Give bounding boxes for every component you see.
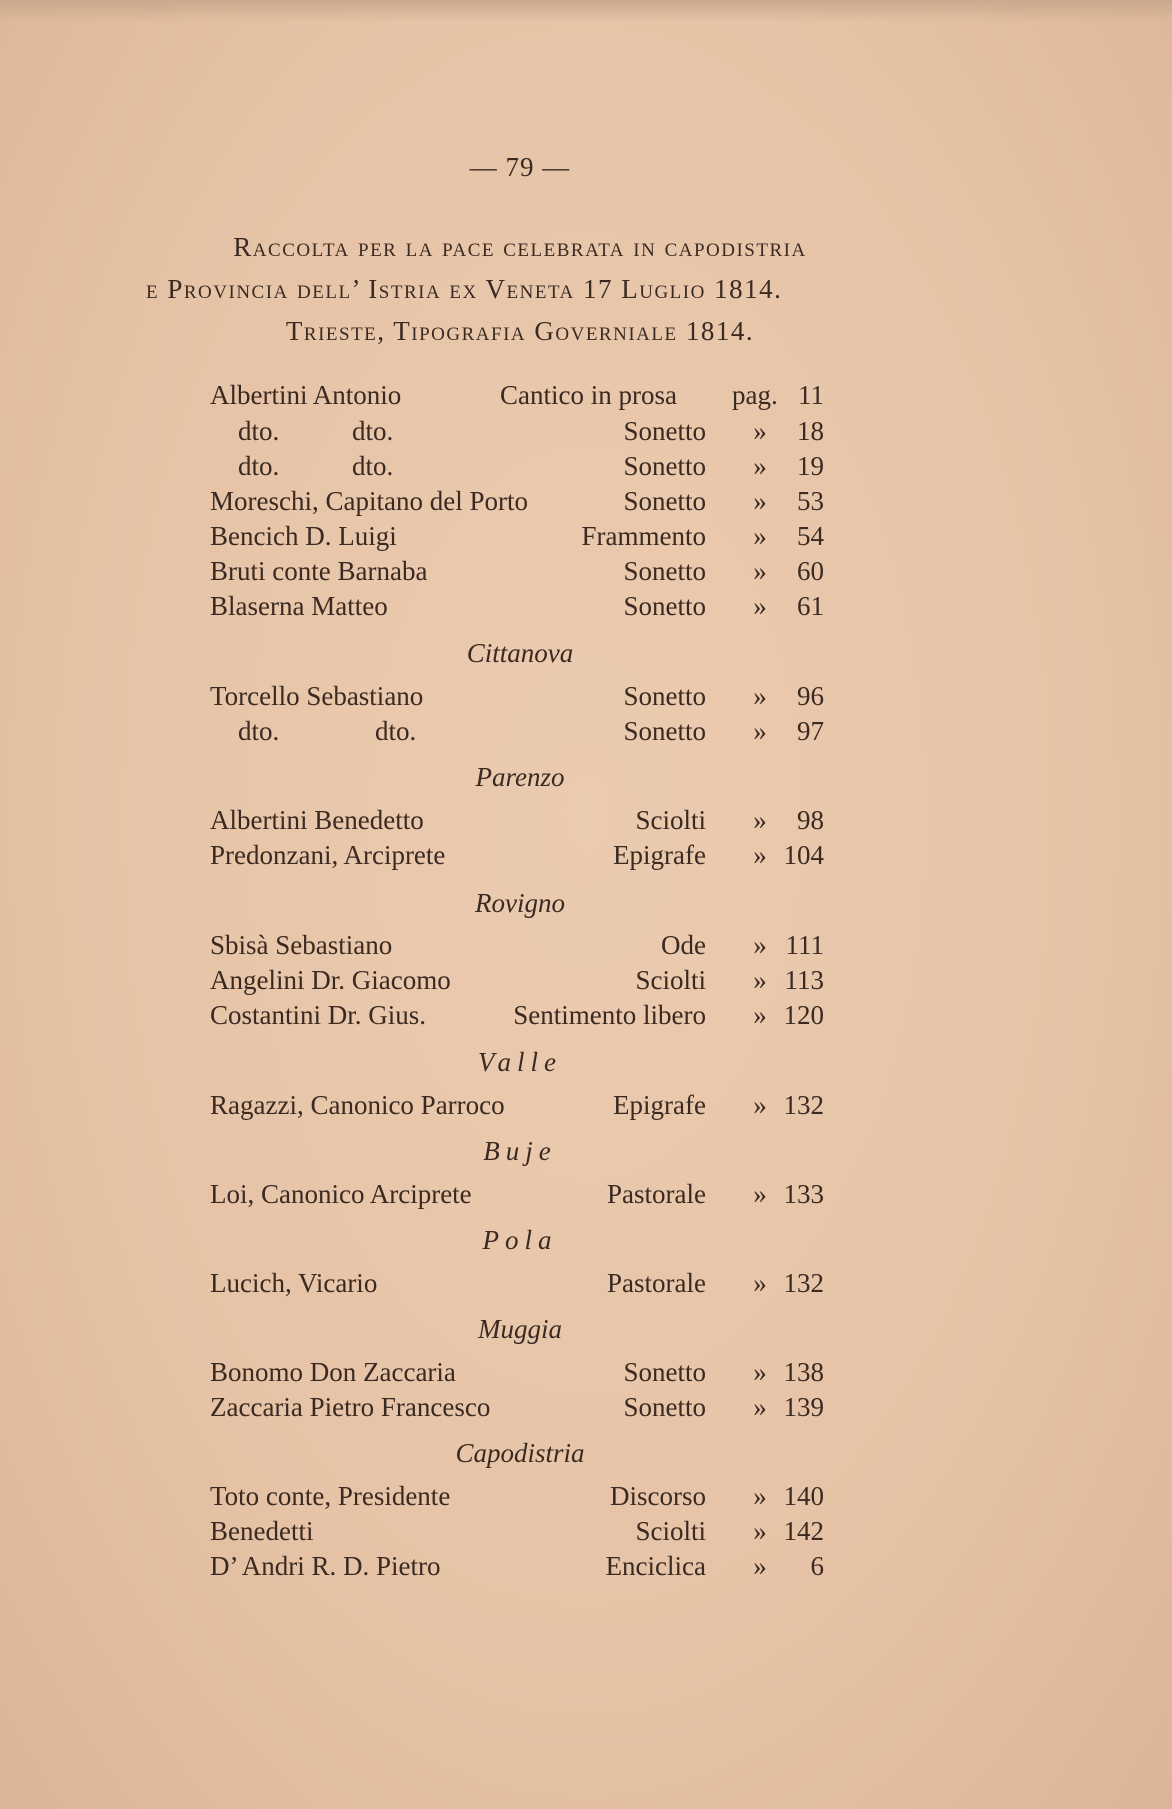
author-name: Blaserna Matteo xyxy=(210,591,388,621)
work-title: Sonetto xyxy=(623,716,706,746)
index-row xyxy=(0,380,1172,414)
section-title-buje: Buje xyxy=(483,1136,557,1166)
work-title: Sonetto xyxy=(623,1357,706,1387)
index-row xyxy=(0,965,1172,999)
author-name: Bonomo Don Zaccaria xyxy=(210,1357,456,1387)
ditto-mark: » xyxy=(753,416,767,446)
page-ref: 142 xyxy=(783,1516,824,1546)
ditto-mark: » xyxy=(753,591,767,621)
work-title: Sonetto xyxy=(623,556,706,586)
ditto-mark: » xyxy=(753,1090,767,1120)
ditto-mark: » xyxy=(753,1179,767,1209)
index-row xyxy=(0,1551,1172,1585)
page-ref: 19 xyxy=(797,451,824,481)
author-name: Toto conte, Presidente xyxy=(210,1481,451,1511)
page-ref: 132 xyxy=(783,1090,824,1120)
index-row xyxy=(0,486,1172,520)
author-name: Costantini Dr. Gius. xyxy=(210,1000,427,1030)
ditto-mark: » xyxy=(753,521,767,551)
ditto-mark: » xyxy=(753,965,767,995)
section-title-muggia: Muggia xyxy=(478,1314,562,1344)
section-title-valle: Valle xyxy=(478,1047,562,1077)
ditto-mark: » xyxy=(753,451,767,481)
page-ref: 6 xyxy=(810,1551,824,1581)
author-name: Sbisà Sebastiano xyxy=(210,930,393,960)
work-title: Sonetto xyxy=(623,591,706,621)
author-name: Zaccaria Pietro Francesco xyxy=(210,1392,491,1422)
ditto-mark: » xyxy=(753,716,767,746)
author-name: Angelini Dr. Giacomo xyxy=(210,965,451,995)
ditto-mark: » xyxy=(753,1357,767,1387)
work-title: Sciolti xyxy=(635,965,706,995)
index-row xyxy=(0,591,1172,625)
heading-line-2: e Provincia dell’ Istria ex Veneta 17 Luglio 1814. xyxy=(146,274,783,304)
work-title: Pastorale xyxy=(607,1268,706,1298)
index-row xyxy=(0,805,1172,839)
author-name: Moreschi, Capitano del Porto xyxy=(210,486,528,516)
author-name: dto. xyxy=(238,451,280,481)
page-ref: 133 xyxy=(783,1179,824,1209)
section-title-parenzo: Parenzo xyxy=(475,762,565,792)
index-row xyxy=(0,521,1172,555)
ditto-mark: » xyxy=(753,556,767,586)
index-row xyxy=(0,451,1172,485)
section-title-cittanova: Cittanova xyxy=(466,638,574,668)
page-ref: 97 xyxy=(797,716,824,746)
ditto-mark: » xyxy=(753,486,767,516)
index-row xyxy=(0,1000,1172,1034)
work-title: Pastorale xyxy=(607,1179,706,1209)
author-name: D’ Andri R. D. Pietro xyxy=(210,1551,441,1581)
author-name: Predonzani, Arciprete xyxy=(210,840,446,870)
page-ref: 53 xyxy=(797,486,824,516)
heading-line-3: Trieste, Tipografia Governiale 1814. xyxy=(285,316,755,346)
page-ref: 61 xyxy=(797,591,824,621)
ditto-mark: » xyxy=(753,1268,767,1298)
page-abbrev: pag. xyxy=(732,380,778,410)
section-title-pola: Pola xyxy=(482,1225,558,1255)
work-title: Discorso xyxy=(610,1481,706,1511)
ditto-mark: » xyxy=(753,840,767,870)
index-row xyxy=(0,1268,1172,1302)
author-name: Benedetti xyxy=(210,1516,314,1546)
page-ref: 111 xyxy=(785,930,824,960)
page-ref: 138 xyxy=(783,1357,824,1387)
author-name: Bencich D. Luigi xyxy=(210,521,397,551)
work-title: Sciolti xyxy=(635,805,706,835)
index-row xyxy=(0,1392,1172,1426)
work-title: Sonetto xyxy=(623,486,706,516)
index-row xyxy=(0,840,1172,874)
author-name: Ragazzi, Canonico Parroco xyxy=(210,1090,505,1120)
work-title: Cantico in prosa xyxy=(500,380,677,410)
page-ref: 18 xyxy=(797,416,824,446)
section-title-rovigno: Rovigno xyxy=(475,888,565,918)
page-ref: 139 xyxy=(783,1392,824,1422)
work-title: Epigrafe xyxy=(613,840,706,870)
work-title: Enciclica xyxy=(605,1551,706,1581)
author-name: dto. xyxy=(238,716,280,746)
page-edge-shadow xyxy=(0,0,1172,22)
page-ref: 11 xyxy=(798,380,824,410)
index-row xyxy=(0,716,1172,750)
ditto-mark: » xyxy=(753,805,767,835)
author-name-ditto: dto. xyxy=(375,716,417,746)
author-name-ditto: dto. xyxy=(352,451,394,481)
page-ref: 140 xyxy=(783,1481,824,1511)
page-ref: 104 xyxy=(783,840,824,870)
ditto-mark: » xyxy=(753,930,767,960)
index-row xyxy=(0,930,1172,964)
index-row xyxy=(0,1090,1172,1124)
work-title: Frammento xyxy=(581,521,706,551)
work-title: Sciolti xyxy=(635,1516,706,1546)
page-number: — 79 — xyxy=(469,152,571,182)
work-title: Sentimento libero xyxy=(513,1000,706,1030)
index-row xyxy=(0,1516,1172,1550)
ditto-mark: » xyxy=(753,1551,767,1581)
author-name: Lucich, Vicario xyxy=(210,1268,378,1298)
work-title: Ode xyxy=(661,930,706,960)
index-row xyxy=(0,416,1172,450)
page-ref: 60 xyxy=(797,556,824,586)
ditto-mark: » xyxy=(753,1000,767,1030)
page-ref: 120 xyxy=(783,1000,824,1030)
work-title: Epigrafe xyxy=(613,1090,706,1120)
heading-line-1: Raccolta per la pace celebrata in capodistria xyxy=(233,232,807,262)
index-row xyxy=(0,1179,1172,1213)
work-title: Sonetto xyxy=(623,416,706,446)
section-title-capodistria: Capodistria xyxy=(455,1438,585,1468)
work-title: Sonetto xyxy=(623,681,706,711)
author-name: Albertini Benedetto xyxy=(210,805,424,835)
work-title: Sonetto xyxy=(623,1392,706,1422)
page-ref: 96 xyxy=(797,681,824,711)
index-row xyxy=(0,681,1172,715)
work-title: Sonetto xyxy=(623,451,706,481)
index-row xyxy=(0,1357,1172,1391)
author-name: Bruti conte Barnaba xyxy=(210,556,428,586)
author-name: Torcello Sebastiano xyxy=(210,681,424,711)
page-ref: 54 xyxy=(797,521,824,551)
index-row xyxy=(0,1481,1172,1515)
author-name: Loi, Canonico Arciprete xyxy=(210,1179,472,1209)
page-ref: 132 xyxy=(783,1268,824,1298)
page-ref: 98 xyxy=(797,805,824,835)
ditto-mark: » xyxy=(753,1516,767,1546)
ditto-mark: » xyxy=(753,681,767,711)
ditto-mark: » xyxy=(753,1392,767,1422)
author-name: dto. xyxy=(238,416,280,446)
page-ref: 113 xyxy=(784,965,824,995)
index-row xyxy=(0,556,1172,590)
ditto-mark: » xyxy=(753,1481,767,1511)
author-name: Albertini Antonio xyxy=(210,380,402,410)
author-name-ditto: dto. xyxy=(352,416,394,446)
